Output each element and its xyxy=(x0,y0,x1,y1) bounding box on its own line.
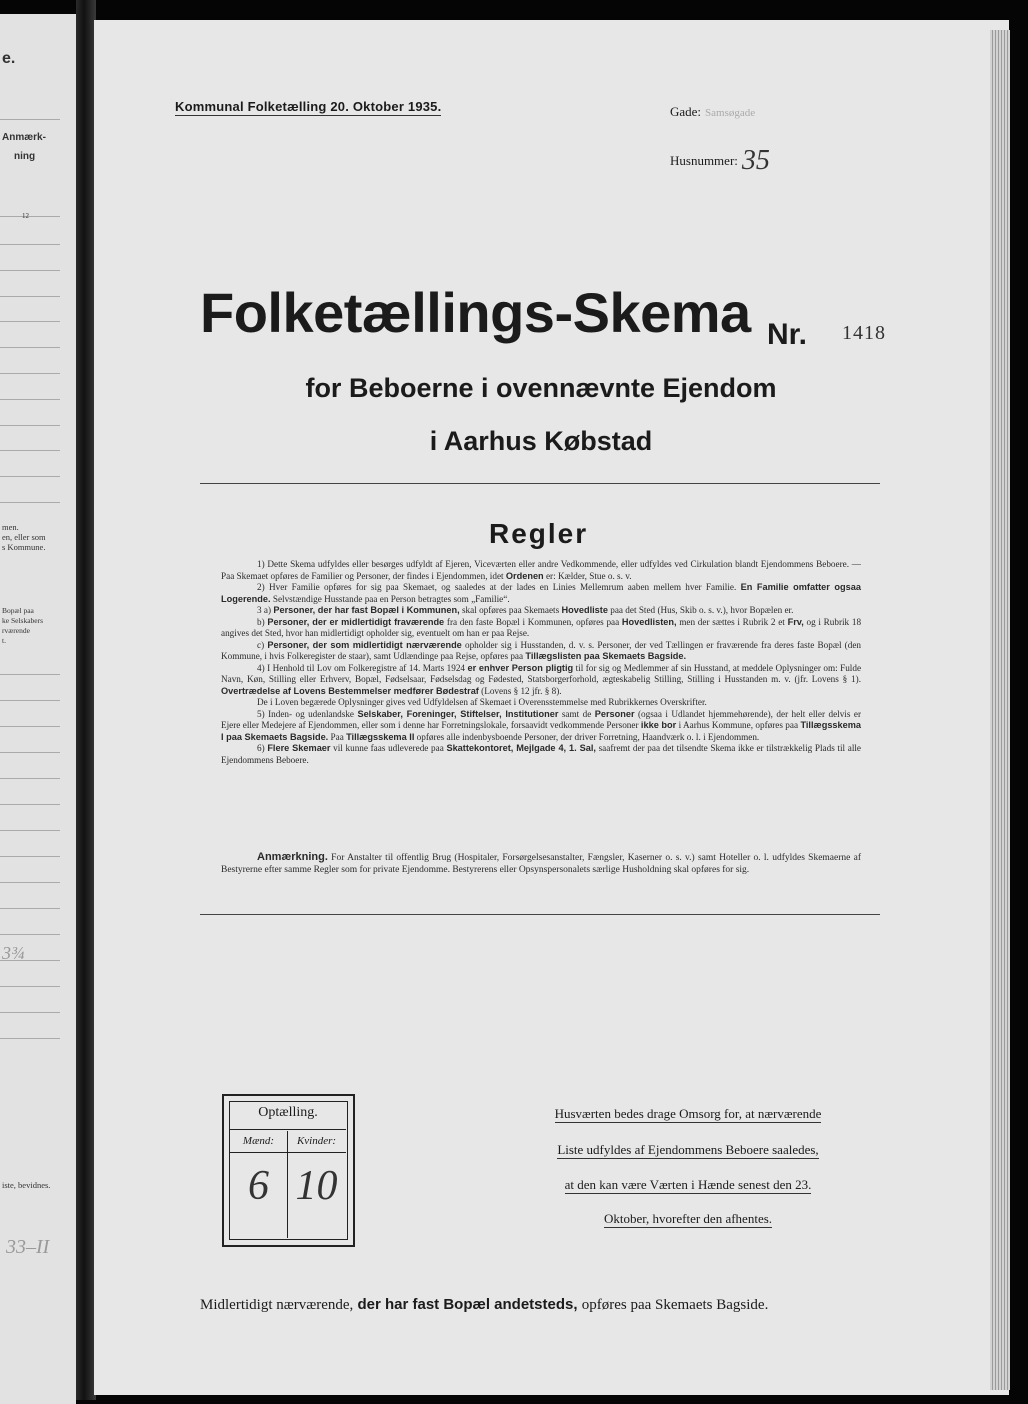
street-field xyxy=(670,104,755,120)
rule-3b: b) Personer, der er midlertidigt fraværende fra den faste Bopæl i Kommunen, opføres paa Hovedlisten, men der sættes i Rubrik 2 et Frv, og i Rubrik 18 angives det Sted, hvor han midlertidigt opholder sig, eventuelt om han er paa Rejse. xyxy=(221,616,862,638)
women-label: Kvinder: xyxy=(296,1135,337,1147)
page-edges xyxy=(990,30,1010,1390)
remark-label: Anmærkning. xyxy=(257,851,328,863)
men-label: Mænd: xyxy=(242,1135,275,1147)
landlord-note-line-4: Oktober, hvorefter den afhentes. xyxy=(603,1211,773,1226)
rule-6: 6) Flere Skemaer vil kunne faas udleverede paa Skattekontoret, Mejlgade 4, 1. Sal, saafremt der paa det tilsendte Skema ikke er tilstrækkelig Plads til alle Ejendommens Beboere. xyxy=(221,743,862,765)
street-value: Samsøgade xyxy=(705,107,756,119)
left-page-pencil-note-2: 33–II xyxy=(6,1236,50,1258)
house-number-field xyxy=(670,141,770,176)
rule-4b: De i Loven begærede Oplysninger gives ved Udfyldelsen af Skemaet i Overensstemmelse med Rubrikkernes Overskrifter. xyxy=(257,697,707,707)
street-label: Gade: xyxy=(670,104,702,119)
count-box-title: Optælling. xyxy=(258,1105,318,1120)
women-count: 10 xyxy=(295,1163,338,1209)
house-number-label: Husnummer: xyxy=(670,153,738,168)
rule-3c: c) Personer, der som midlertidigt nærværende opholder sig i Husstanden, d. v. s. Personer, der ved Tællingen er fraværende fra deres faste Bopæl (den Kommune, i hvis Folkeregister de staar), samt Udlændinge paa Rejse, opføres paa Tillægslisten paa Skemaets Bagside. xyxy=(221,639,862,661)
men-count: 6 xyxy=(248,1163,269,1209)
rule-1: 1) Dette Skema udfyldes eller besørges udfyldt af Ejeren, Viceværten eller andre Vedkommende, eller udfyldes ved Cirkulation blandt Ejendommens Beboere. — Paa Skemaet opføres de Familier og Personer, der findes i Ejendommen, idet Ordenen er: Kælder, Stue o. s. v. xyxy=(221,559,861,581)
form-subtitle-2: i Aarhus Købstad xyxy=(429,426,653,456)
book-gutter xyxy=(76,0,96,1400)
landlord-note-line-3: at den kan være Værten i Hænde senest den 23. xyxy=(564,1177,812,1192)
form-number-label: Nr. xyxy=(767,318,808,351)
rules-heading: Regler xyxy=(489,518,589,549)
landlord-note-line-2: Liste udfyldes af Ejendommens Beboere saaledes, xyxy=(557,1142,819,1157)
remark-text: For Anstalter til offentlig Brug (Hospitaler, Forsørgelsesanstalter, Fængsler, Kaserner o. s. v.) samt Hoteller o. l. udfyldes Skemaerne af Bestyrerne efter samme Regler som for private Ejendomme. Bestyrerens eller Opsynspersonalets særlige Husholdning skal opføres for sig. xyxy=(221,853,862,875)
left-page-column-header-2: ning xyxy=(14,151,36,162)
form-subtitle-1: for Beboerne i ovennævnte Ejendom xyxy=(305,373,777,403)
landlord-note-line-1: Husværten bedes drage Omsorg for, at nærværende xyxy=(554,1106,822,1121)
left-page-column-number: 12 xyxy=(22,212,29,220)
left-page-note-2: Bopæl paa ke Selskabers rværende t. xyxy=(2,606,44,645)
previous-page-strip xyxy=(0,14,76,1404)
left-page-header-fragment: e. xyxy=(2,50,16,67)
count-box-inner xyxy=(229,1101,348,1240)
house-number-value: 35 xyxy=(741,145,770,176)
rule-3a: 3 a) Personer, der har fast Bopæl i Kommunen, skal opføres paa Skemaets Hovedliste paa det Sted (Hus, Skib o. s. v.), hvor Bopælen er. xyxy=(257,605,794,615)
left-page-pencil-note-1: 3¾ xyxy=(2,943,25,963)
rule-5: 5) Inden- og udenlandske Selskaber, Foreninger, Stiftelser, Institutioner samt de Personer (ogsaa i Udlandet hjemmehørende), der helt eller delvis er Ejere eller Medejere af Ejendommen, eller som i denne har Forretningslokale, forsaavidt vedkommende Personer ikke bor i Aarhus Kommune, opføres paa Tillægsskema I paa Skemaets Bagside. Paa Tillægsskema II opføres alle indenbysboende Personer, der driver Forretning, Haandværk o. l. i Ejendommen. xyxy=(221,708,862,742)
rule-4: 4) I Henhold til Lov om Folkeregistre af 14. Marts 1924 er enhver Person pligtig til for sig og Medlemmer af sin Husstand, at meddele Oplysninger om: Fulde Navn, Køn, Stilling eller Erhverv, Bopæl, Fødselsaar, Fødselsdag og Fødested, Statsborgerforhold, ægteskabelig Stilling, Stilling i Husstanden m. v. (jfr. Lovens § 1). Overtrædelse af Lovens Bestemmelser medfører Bødestraf (Lovens § 12 jfr. § 8). xyxy=(221,662,862,696)
divider-bottom xyxy=(200,914,880,915)
divider-top xyxy=(200,483,880,484)
remark-section xyxy=(221,851,861,876)
form-number-value: 1418 xyxy=(842,322,886,344)
left-page-column-header-1: Anmærk- xyxy=(2,132,46,143)
form-title: Folketællings-Skema xyxy=(200,281,751,344)
rules-body xyxy=(221,559,861,766)
left-page-note-3: iste, bevidnes. xyxy=(2,1180,51,1190)
rule-2: 2) Hver Familie opføres for sig paa Skemaet, og saaledes at der lades en Linies Mellemrum aaben mellem hver Familie. En Familie omfatter ogsaa Logerende. Selvstændige Husstande paa en Person betragtes som „Familie“. xyxy=(221,582,861,604)
census-header-line: Kommunal Folketælling 20. Oktober 1935. xyxy=(175,99,442,114)
footer-note: Midlertidigt nærværende, der har fast Bopæl andetsteds, opføres paa Skemaets Bagside. xyxy=(200,1296,769,1313)
left-page-note-1: men. en, eller som s Kommune. xyxy=(2,522,46,552)
